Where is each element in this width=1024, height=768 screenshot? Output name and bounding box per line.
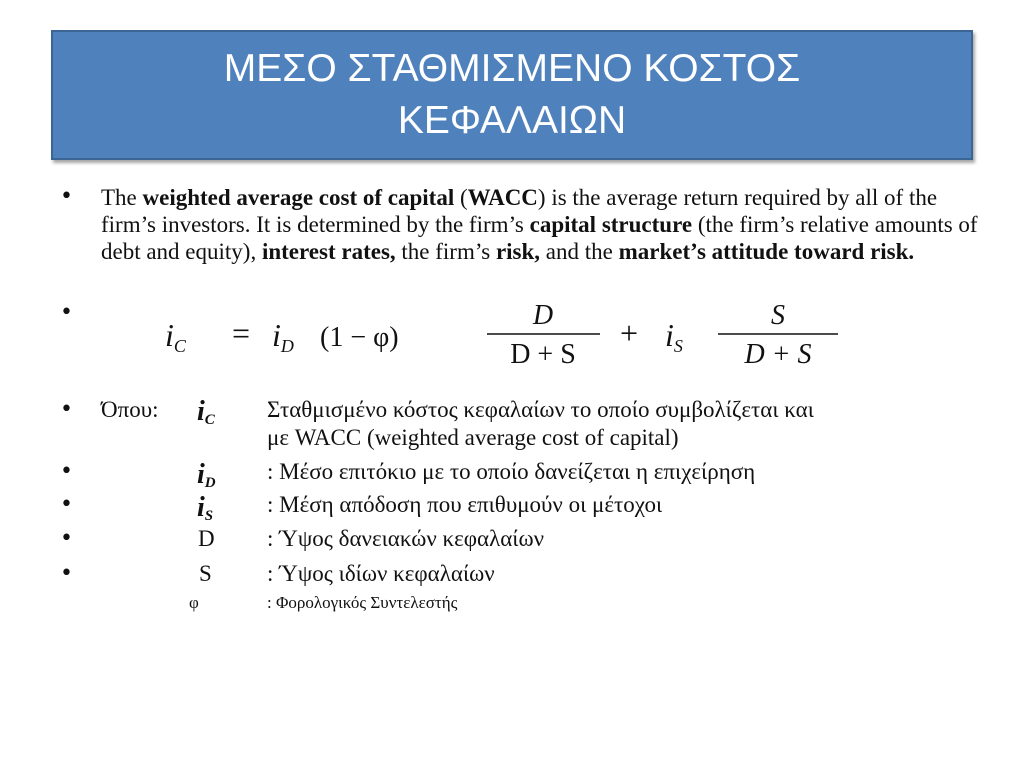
formula-plus: + xyxy=(620,315,639,351)
bullet-4: • xyxy=(60,459,73,484)
id-description: : Μέσο επιτόκιο με το οποίο δανείζεται η επιχείρηση xyxy=(267,459,756,484)
text-run: ) is the average return required by all of the firm’s investors. It is determined by the firm’s xyxy=(101,185,938,237)
phi-description: : Φορολογικός Συντελεστής xyxy=(267,593,458,612)
bullet-2: • xyxy=(60,300,73,325)
text-run: The xyxy=(101,185,143,210)
symbol-ic xyxy=(195,394,231,428)
symbol-phi: φ xyxy=(189,593,199,612)
formula-i-c: iC xyxy=(165,317,186,356)
svg-text:iD: iD xyxy=(197,459,216,491)
formula-one-minus-phi: (1 − φ) xyxy=(320,322,399,353)
wacc-formula xyxy=(160,300,860,370)
d-description: : Ύψος δανειακών κεφαλαίων xyxy=(267,526,545,551)
s-description: : Ύψος ιδίων κεφαλαίων xyxy=(267,561,495,586)
bullet-5: • xyxy=(60,492,73,517)
bold-run: WACC xyxy=(467,185,538,210)
svg-text:iS: iS xyxy=(197,492,214,524)
bold-run: interest rates, xyxy=(261,239,396,264)
symbol-is xyxy=(195,490,231,526)
formula-denominator-2: D + S xyxy=(744,339,812,370)
title-line-2: ΚΕΦΑΛΑΙΩΝ xyxy=(397,99,627,142)
slide-title xyxy=(162,43,862,147)
formula-i-s: iS xyxy=(665,317,683,356)
formula-equals: = xyxy=(232,315,251,351)
ic-description-line-1: Σταθμισμένο κόστος κεφαλαίων το οποίο συμβολίζεται και xyxy=(267,397,814,422)
text-run: ( xyxy=(454,185,468,210)
text-run: (the firm’s relative amounts of debt and equity), xyxy=(101,212,978,264)
bullet-7: • xyxy=(60,561,73,586)
bullet-1: • xyxy=(60,184,73,209)
bullet-6: • xyxy=(60,526,73,551)
title-line-1: ΜΕΣΟ ΣΤΑΘΜΙΣΜΕΝΟ ΚΟΣΤΟΣ xyxy=(223,47,801,90)
bold-run: weighted average cost of capital xyxy=(142,185,455,210)
formula-numerator-d: D xyxy=(532,300,554,331)
is-description: : Μέση απόδοση που επιθυμούν οι μέτοχοι xyxy=(267,492,663,517)
wacc-description xyxy=(101,184,981,265)
where-label: Όπου: xyxy=(101,397,159,422)
symbol-s: S xyxy=(199,561,212,586)
formula-numerator-s: S xyxy=(771,300,785,331)
bold-run: capital structure xyxy=(529,212,693,237)
bullet-3: • xyxy=(60,397,73,422)
svg-text:iC: iC xyxy=(197,396,215,428)
ic-description-line-2: με WACC (weighted average cost of capital) xyxy=(267,425,679,450)
symbol-d: D xyxy=(198,526,215,551)
text-run: the firm’s xyxy=(395,239,496,264)
text-run: and the xyxy=(540,239,619,264)
formula-denominator-1: D + S xyxy=(510,339,576,370)
bold-run: risk, xyxy=(495,239,541,264)
bold-run: market’s attitude toward risk. xyxy=(618,239,915,264)
formula-i-d: iD xyxy=(272,317,294,356)
title-banner xyxy=(51,30,973,160)
symbol-id xyxy=(195,457,231,491)
